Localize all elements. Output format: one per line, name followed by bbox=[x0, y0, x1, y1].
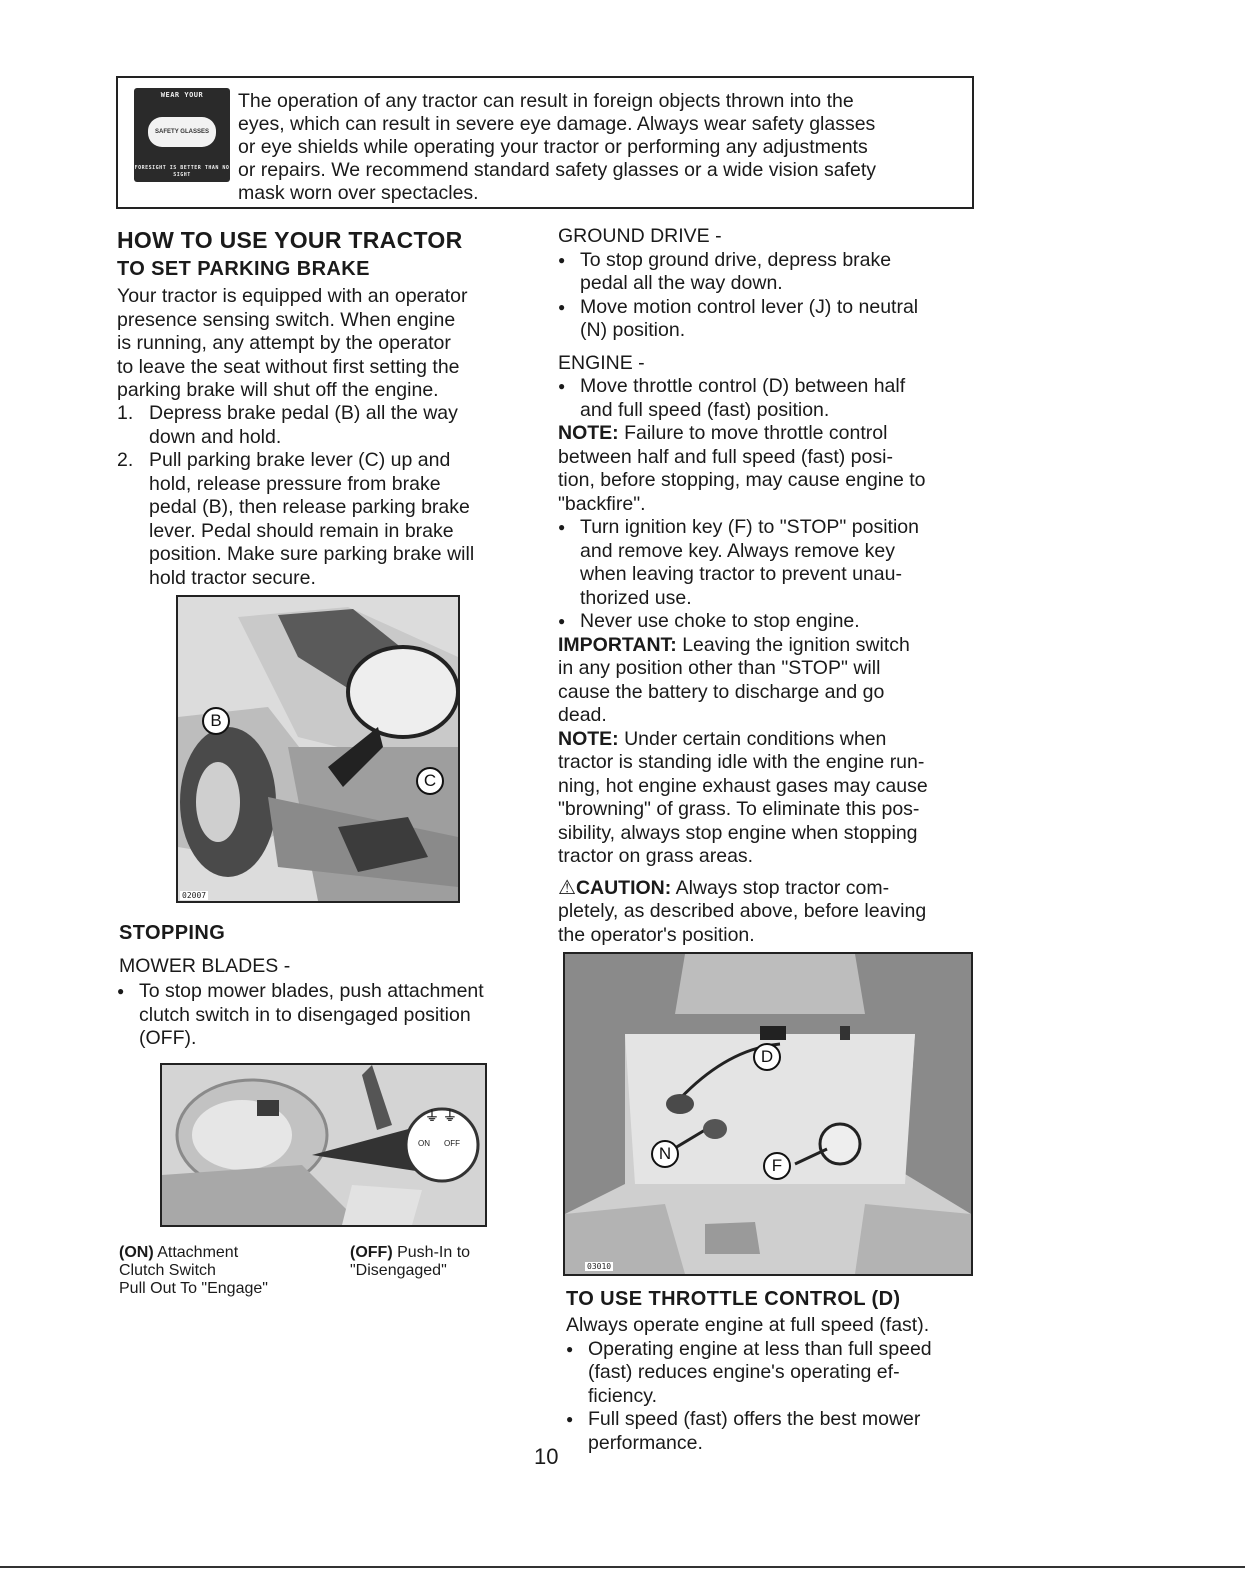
clutch-off-label: OFF bbox=[444, 1139, 460, 1148]
text-line: Move motion control lever (J) to neutral bbox=[580, 295, 919, 318]
text-line: Your tractor is equipped with an operator bbox=[117, 285, 468, 307]
clutch-switch-photo bbox=[160, 1063, 487, 1227]
parking-brake-illustration bbox=[178, 597, 458, 901]
mower-blades-bullet bbox=[117, 980, 537, 1051]
bullet-icon: ● bbox=[558, 520, 566, 534]
step-number: 1. bbox=[117, 402, 134, 424]
text-line: pedal all the way down. bbox=[580, 272, 783, 294]
text-line: is running, any attempt by the operator bbox=[117, 332, 451, 354]
text-line: Failure to move throttle control bbox=[618, 422, 888, 444]
safety-glasses-icon bbox=[134, 88, 230, 182]
text-line: to leave the seat without first setting the bbox=[117, 355, 460, 378]
caption-off bbox=[350, 1244, 550, 1280]
caution-keyword: CAUTION: bbox=[575, 876, 672, 899]
important-keyword: IMPORTANT: bbox=[558, 633, 677, 656]
text-line: Attachment bbox=[153, 1244, 239, 1261]
icon-bottom-text: FORESIGHT IS BETTER THAN NO SIGHT bbox=[134, 165, 230, 178]
bullet-item bbox=[558, 249, 988, 296]
warning-line: mask worn over spectacles. bbox=[238, 182, 479, 204]
note-keyword: NOTE: bbox=[558, 422, 619, 444]
text-line: hold, release pressure from brake bbox=[149, 472, 441, 495]
engine-label: ENGINE - bbox=[558, 351, 645, 374]
figure-id: 02007 bbox=[182, 891, 207, 900]
caption-on bbox=[119, 1244, 329, 1298]
text-line: Depress brake pedal (B) all the way bbox=[149, 402, 458, 424]
text-line: hold tractor secure. bbox=[149, 566, 316, 589]
bullet-item bbox=[566, 1408, 986, 1455]
parking-brake-heading: TO SET PARKING BRAKE bbox=[117, 258, 370, 280]
clutch-symbol-icon: ⏚ ⏚ bbox=[425, 1108, 457, 1124]
bullet-item bbox=[566, 1338, 986, 1409]
bullet-item bbox=[558, 375, 988, 422]
warning-line: The operation of any tractor can result in foreign objects thrown into the bbox=[238, 90, 854, 112]
ground-drive-label: GROUND DRIVE - bbox=[558, 225, 722, 247]
text-line: position. Make sure parking brake will bbox=[149, 543, 475, 565]
text-line: "browning" of grass. To eliminate this pos- bbox=[558, 798, 920, 820]
page-number: 10 bbox=[534, 1444, 559, 1469]
bullet-item bbox=[558, 610, 988, 634]
caution-icon: ⚠ bbox=[558, 876, 576, 899]
bullet-icon: ● bbox=[117, 984, 125, 998]
icon-top-text: WEAR YOUR bbox=[160, 91, 204, 99]
text-line: Move throttle control (D) between half bbox=[580, 375, 906, 397]
section-heading: HOW TO USE YOUR TRACTOR bbox=[117, 227, 463, 253]
note-keyword: NOTE: bbox=[558, 727, 619, 750]
callout-c: C bbox=[416, 767, 444, 795]
text-line: when leaving tractor to prevent unau- bbox=[580, 563, 902, 585]
throttle-section bbox=[566, 1314, 986, 1455]
text-line: Full speed (fast) offers the best mower bbox=[588, 1408, 921, 1430]
text-line: cause the battery to discharge and go bbox=[558, 680, 885, 703]
parking-brake-steps bbox=[117, 402, 537, 590]
text-line: lever. Pedal should remain in brake bbox=[149, 519, 454, 542]
throttle-ignition-photo bbox=[563, 952, 973, 1276]
icon-mid-text: SAFETY GLASSES bbox=[148, 117, 216, 147]
text-line: tractor on grass areas. bbox=[558, 845, 754, 867]
parking-brake-photo bbox=[176, 595, 460, 903]
callout-f: F bbox=[763, 1152, 791, 1180]
text-line: Clutch Switch bbox=[119, 1262, 216, 1279]
text-line: Never use choke to stop engine. bbox=[580, 610, 860, 632]
page-bottom-rule bbox=[0, 1566, 1245, 1568]
step-item bbox=[117, 402, 537, 449]
text-line: parking brake will shut off the engine. bbox=[117, 379, 439, 401]
text-line: Leaving the ignition switch bbox=[676, 633, 910, 656]
text-line: ning, hot engine exhaust gases may cause bbox=[558, 774, 928, 797]
right-column-top bbox=[558, 225, 988, 947]
step-item bbox=[117, 449, 537, 590]
bullet-item bbox=[558, 296, 988, 343]
text-line: sibility, always stop engine when stopping bbox=[558, 821, 918, 844]
text-line: To stop ground drive, depress brake bbox=[580, 248, 892, 271]
text-line: (fast) reduces engine's operating ef- bbox=[588, 1361, 900, 1383]
warning-line: eyes, which can result in severe eye damage. Always wear safety glasses bbox=[238, 113, 876, 135]
text-line: tion, before stopping, may cause engine to bbox=[558, 469, 926, 491]
bullet-icon: ● bbox=[558, 252, 566, 267]
callout-n: N bbox=[651, 1140, 679, 1168]
text-line: pletely, as described above, before leaving bbox=[558, 900, 927, 922]
bullet-icon: ● bbox=[558, 379, 566, 393]
text-line: Operating engine at less than full speed bbox=[588, 1337, 932, 1360]
text-line: in any position other than "STOP" will bbox=[558, 657, 881, 679]
text-line: performance. bbox=[588, 1431, 703, 1454]
text-line: Always stop tractor com- bbox=[671, 876, 890, 899]
text-line: ficiency. bbox=[588, 1384, 657, 1407]
text-line: Pull parking brake lever (C) up and bbox=[149, 449, 451, 471]
text-line: Push-In to bbox=[392, 1244, 471, 1261]
warning-line: or eye shields while operating your tractor or performing any adjustments bbox=[238, 136, 868, 158]
throttle-intro: Always operate engine at full speed (fast). bbox=[566, 1314, 930, 1336]
text-line: Turn ignition key (F) to "STOP" position bbox=[580, 516, 919, 538]
bullet-icon: ● bbox=[566, 1341, 574, 1356]
caption-on-keyword: (ON) bbox=[119, 1244, 154, 1261]
text-line: and full speed (fast) position. bbox=[580, 398, 830, 421]
bullet-item bbox=[117, 980, 537, 1051]
text-line: dead. bbox=[558, 704, 607, 726]
text-line: Pull Out To "Engage" bbox=[119, 1280, 268, 1297]
bullet-icon: ● bbox=[558, 614, 566, 628]
text-line: To stop mower blades, push attachment bbox=[139, 980, 484, 1002]
bullet-icon: ● bbox=[566, 1412, 574, 1426]
step-number: 2. bbox=[117, 449, 134, 471]
stopping-heading: STOPPING bbox=[119, 922, 226, 944]
text-line: (N) position. bbox=[580, 319, 686, 341]
text-line: presence sensing switch. When engine bbox=[117, 308, 456, 331]
text-line: clutch switch in to disengaged position bbox=[139, 1003, 471, 1026]
text-line: "backfire". bbox=[558, 492, 646, 515]
safety-warning-text bbox=[238, 90, 968, 205]
text-line: down and hold. bbox=[149, 425, 282, 448]
text-line: (OFF). bbox=[139, 1027, 197, 1049]
clutch-switch-illustration bbox=[162, 1065, 485, 1225]
callout-d: D bbox=[753, 1043, 781, 1071]
text-line: the operator's position. bbox=[558, 923, 755, 946]
text-line: tractor is standing idle with the engine run- bbox=[558, 751, 925, 773]
text-line: and remove key. Always remove key bbox=[580, 539, 896, 562]
callout-b: B bbox=[202, 707, 230, 735]
text-line: thorized use. bbox=[580, 586, 692, 609]
bullet-item bbox=[558, 516, 988, 610]
mower-blades-label: MOWER BLADES - bbox=[119, 955, 291, 977]
text-line: "Disengaged" bbox=[350, 1262, 447, 1279]
text-line: Under certain conditions when bbox=[618, 727, 887, 750]
parking-brake-intro bbox=[117, 285, 537, 403]
figure-id: 03010 bbox=[587, 1262, 612, 1271]
throttle-ignition-illustration bbox=[565, 954, 971, 1274]
text-line: pedal (B), then release parking brake bbox=[149, 496, 470, 518]
clutch-on-label: ON bbox=[418, 1139, 430, 1148]
bullet-icon: ● bbox=[558, 299, 566, 314]
text-line: between half and full speed (fast) posi- bbox=[558, 445, 893, 468]
caption-off-keyword: (OFF) bbox=[350, 1244, 393, 1261]
warning-line: or repairs. We recommend standard safety glasses or a wide vision safety bbox=[238, 159, 877, 181]
throttle-heading: TO USE THROTTLE CONTROL (D) bbox=[566, 1288, 901, 1310]
